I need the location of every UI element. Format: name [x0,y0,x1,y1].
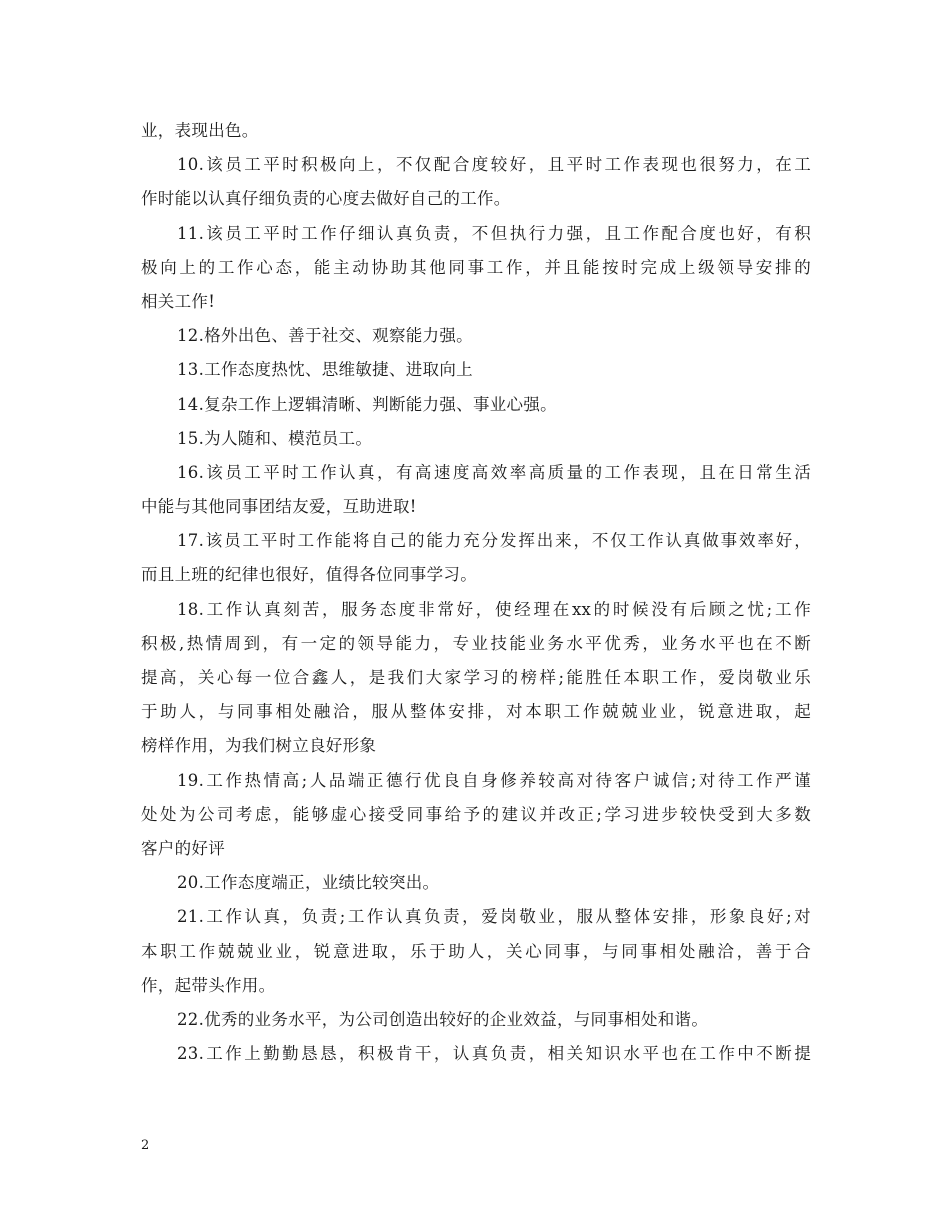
text-line: 相关工作! [141,291,216,311]
page-number: 2 [141,1138,150,1153]
text-line: 作时能以认真仔细负责的心度去做好自己的工作。 [141,189,511,209]
text-line: 业，表现出色。 [141,121,259,140]
text-line: 处处为公司考虑，能够虚心接受同事给予的建议并改正;学习进步较快受到大多数 [141,804,811,824]
text-line: 极向上的工作心态，能主动协助其他同事工作，并且能按时完成上级领导安排的 [141,257,811,277]
text-line: 17.该员工平时工作能将自己的能力充分发挥出来，不仅工作认真做事效率好， [177,531,811,551]
text-line: 14.复杂工作上逻辑清晰、判断能力强、事业心强。 [177,394,557,414]
text-line: 于助人，与同事相处融洽，服从整体安排，对本职工作兢兢业业，锐意进取，起 [141,702,811,722]
text-line: 11.该员工平时工作仔细认真负责，不但执行力强，且工作配合度也好，有积 [177,223,811,243]
text-line: 本职工作兢兢业业，锐意进取，乐于助人，关心同事，与同事相处融洽，善于合 [141,941,811,961]
text-line: 提高，关心每一位合鑫人，是我们大家学习的榜样;能胜任本职工作，爱岗敬业乐 [141,668,811,687]
document-body [141,114,811,1071]
text-line: 19.工作热情高;人品端正德行优良自身修养较高对待客户诚信;对待工作严谨 [177,770,811,790]
text-line: 21.工作认真，负责;工作认真负责，爱岗敬业，服从整体安排，形象良好;对 [177,907,811,927]
text-line: 作，起带头作用。 [141,975,276,995]
text-line: 积极,热情周到，有一定的领导能力，专业技能业务水平优秀，业务水平也在不断 [141,633,811,653]
text-line: 而且上班的纪律也很好，值得各位同事学习。 [141,565,477,585]
text-line: 15.为人随和、模范员工。 [177,428,373,448]
text-line: 10.该员工平时积极向上，不仅配合度较好，且平时工作表现也很努力，在工 [177,155,811,175]
text-line: 18.工作认真刻苦，服务态度非常好，使经理在xx的时候没有后顾之忧;工作 [177,599,811,619]
text-line: 20.工作态度端正，业绩比较突出。 [177,873,440,893]
text-line: 23.工作上勤勤恳恳，积极肯干，认真负责，相关知识水平也在工作中不断提 [177,1044,811,1064]
text-line: 22.优秀的业务水平，为公司创造出较好的企业效益，与同事相处和谐。 [177,1009,709,1029]
text-line: 客户的好评 [141,838,225,858]
text-line: 中能与其他同事团结友爱，互助进取! [141,497,417,517]
text-line: 12.格外出色、善于社交、观察能力强。 [177,326,473,346]
text-line: 16.该员工平时工作认真，有高速度高效率高质量的工作表现，且在日常生活 [177,462,811,482]
text-line: 榜样作用，为我们树立良好形象 [141,736,377,756]
text-line: 13.工作态度热忱、思维敏捷、进取向上 [177,360,473,380]
